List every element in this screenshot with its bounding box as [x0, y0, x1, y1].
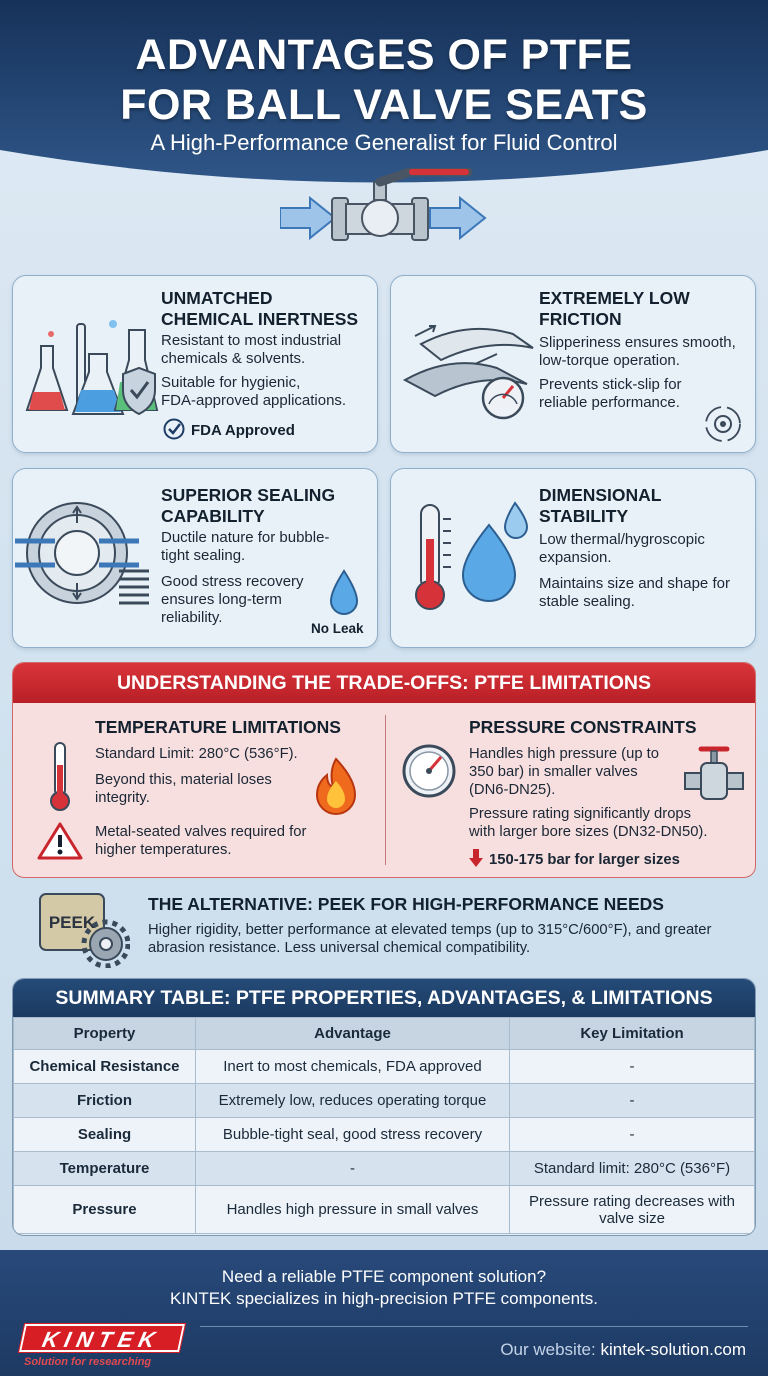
- sliding-surfaces-icon: [401, 324, 541, 424]
- card-text: Low thermal/hygroscopic expansion.: [539, 531, 705, 566]
- pressure-drop-text: Pressure rating significantly drops with larger bore sizes (DN32-DN50).: [469, 806, 708, 840]
- arrow-down-icon: [469, 849, 483, 867]
- peek-icon-label: PEEK: [48, 913, 96, 932]
- column-header: Property: [14, 1018, 196, 1050]
- card-title: EXTREMELY LOW FRICTION: [539, 288, 690, 329]
- table-cell: -: [510, 1050, 755, 1084]
- table-cell: Temperature: [14, 1152, 196, 1186]
- table-cell: Standard limit: 280°C (536°F): [510, 1152, 755, 1186]
- card-text: Maintains size and shape for stable sealing.: [539, 575, 730, 610]
- sealing-capability-card: [12, 468, 378, 648]
- valve-icon: [683, 743, 745, 803]
- card-text: Ductile nature for bubble- tight sealing.: [161, 529, 330, 564]
- pressure-title: PRESSURE CONSTRAINTS: [469, 717, 697, 737]
- ball-valve-icon: [280, 168, 490, 260]
- temperature-title: TEMPERATURE LIMITATIONS: [95, 717, 341, 737]
- logo-wordmark: KINTEK: [19, 1324, 185, 1352]
- tradeoffs-divider: [385, 715, 386, 865]
- water-drop-icon: [323, 567, 365, 619]
- website-label: Our website:: [500, 1340, 596, 1359]
- card-text: Resistant to most industrial chemicals & solvents.: [161, 332, 342, 367]
- table-row: [14, 1152, 755, 1186]
- table-cell: -: [196, 1152, 510, 1186]
- table-cell: Inert to most chemicals, FDA approved: [196, 1050, 510, 1084]
- peek-material-icon: [38, 892, 130, 968]
- table-cell: Pressure rating decreases with valve size: [510, 1186, 755, 1234]
- table-cell: -: [510, 1118, 755, 1152]
- table-row: [14, 1186, 755, 1234]
- chemical-flasks-icon: [23, 318, 163, 423]
- low-friction-card: [390, 275, 756, 453]
- page-subtitle: A High-Performance Generalist for Fluid Control: [150, 130, 618, 155]
- card-text: Slipperiness ensures smooth, low-torque operation.: [539, 334, 736, 369]
- pressure-note: 150-175 bar for larger sizes: [489, 852, 680, 868]
- table-cell: Bubble-tight seal, good stress recovery: [196, 1118, 510, 1152]
- table-cell: Pressure: [14, 1186, 196, 1234]
- table-cell: Extremely low, reduces operating torque: [196, 1084, 510, 1118]
- logo-tagline: Solution for researching: [24, 1356, 152, 1368]
- chemical-inertness-card: [12, 275, 378, 453]
- card-text: Good stress recovery ensures long-term reliability.: [161, 573, 304, 626]
- table-row: [14, 1084, 755, 1118]
- card-title: UNMATCHED CHEMICAL INERTNESS: [161, 288, 359, 329]
- card-text: Suitable for hygienic, FDA-approved applications.: [161, 374, 347, 409]
- tradeoffs-heading: UNDERSTANDING THE TRADE-OFFS: PTFE LIMITATIONS: [13, 663, 755, 703]
- column-header: Key Limitation: [510, 1018, 755, 1050]
- column-header: Advantage: [196, 1018, 510, 1050]
- warning-icon: [37, 821, 83, 861]
- temperature-metal-text: Metal-seated valves required for higher temperatures.: [95, 824, 307, 858]
- fda-approved-badge: FDA Approved: [191, 422, 295, 439]
- header: [0, 0, 768, 262]
- card-text: Prevents stick-slip for reliable performance.: [539, 376, 682, 411]
- thermometer-icon: [43, 741, 77, 813]
- dimensional-stability-card: [390, 468, 756, 648]
- footer-cta: Need a reliable PTFE component solution? KINTEK specializes in high-precision PTFE components.: [169, 1267, 598, 1308]
- table-cell: Friction: [14, 1084, 196, 1118]
- summary-table-panel: [12, 978, 756, 1236]
- website-link[interactable]: kintek-solution.com: [600, 1340, 746, 1359]
- tradeoffs-panel: [12, 662, 756, 878]
- footer-divider: [200, 1326, 748, 1327]
- flame-icon: [311, 757, 361, 815]
- temperature-limit-text: Standard Limit: 280°C (536°F).: [95, 746, 298, 762]
- footer: [0, 1250, 768, 1376]
- table-row: [14, 1118, 755, 1152]
- table-row: [14, 1050, 755, 1084]
- peek-title: THE ALTERNATIVE: PEEK FOR HIGH-PERFORMANCE NEEDS: [148, 894, 664, 914]
- pressure-high-text: Handles high pressure (up to 350 bar) in smaller valves (DN6-DN25).: [469, 746, 660, 798]
- table-cell: Handles high pressure in small valves: [196, 1186, 510, 1234]
- table-cell: Sealing: [14, 1118, 196, 1152]
- table-cell: -: [510, 1084, 755, 1118]
- peek-text: Higher rigidity, better performance at elevated temps (up to 315°C/600°F), and greater abrasion resistance. Less universal chemical compatibility.: [148, 922, 712, 956]
- pressure-gauge-icon: [401, 743, 457, 799]
- temperature-integrity-text: Beyond this, material loses integrity.: [95, 772, 272, 806]
- no-leak-badge: No Leak: [311, 621, 364, 636]
- card-title: SUPERIOR SEALING CAPABILITY: [161, 485, 336, 526]
- summary-table: [13, 1017, 755, 1234]
- thermometer-drops-icon: [411, 499, 531, 617]
- card-title: DIMENSIONAL STABILITY: [539, 485, 662, 526]
- table-cell: Chemical Resistance: [14, 1050, 196, 1084]
- page-title: ADVANTAGES OF PTFE FOR BALL VALVE SEATS: [120, 31, 648, 129]
- valve-seal-icon: [15, 497, 165, 615]
- check-circle-icon: [163, 418, 185, 440]
- website-text: [500, 1340, 746, 1360]
- table-header-row: [14, 1018, 755, 1050]
- gear-cycle-icon: [703, 404, 743, 444]
- summary-table-heading: SUMMARY TABLE: PTFE PROPERTIES, ADVANTAGES, & LIMITATIONS: [13, 979, 755, 1017]
